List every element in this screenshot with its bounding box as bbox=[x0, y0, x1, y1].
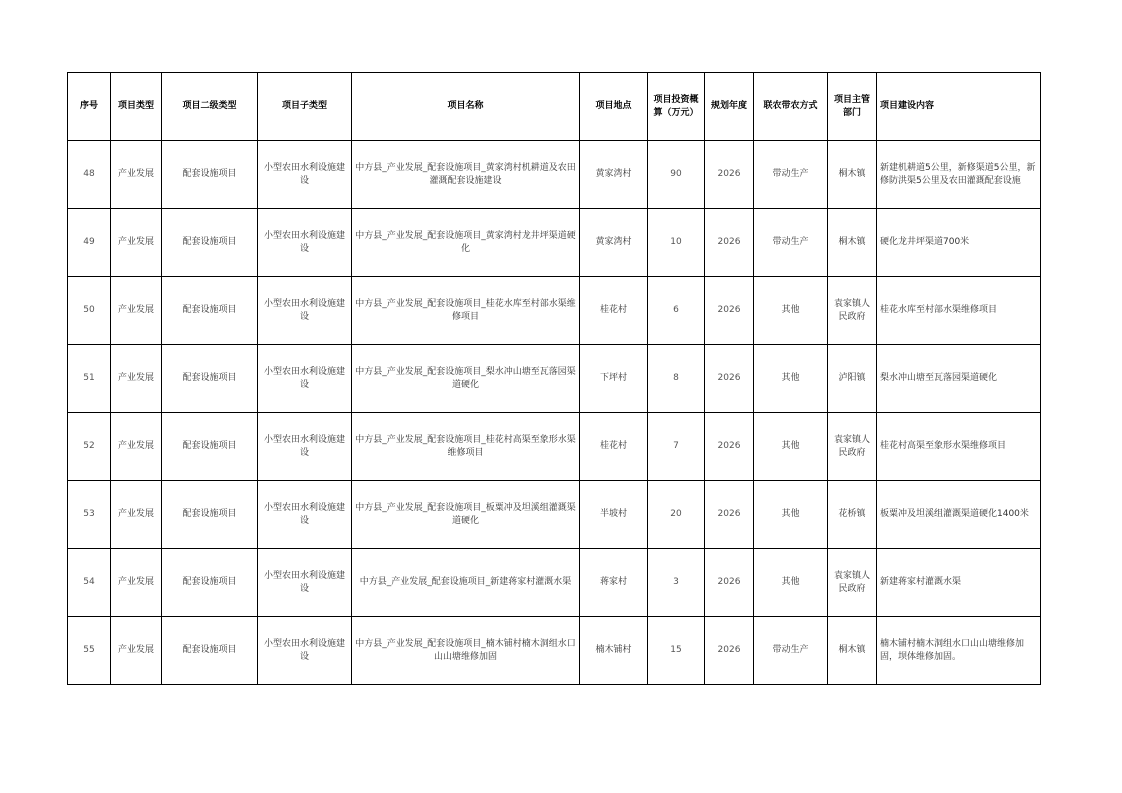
cell-mode: 其他 bbox=[754, 549, 828, 617]
cell-name: 中方县_产业发展_配套设施项目_黄家湾村龙井坪渠道硬化 bbox=[352, 209, 580, 277]
cell-type: 产业发展 bbox=[111, 277, 162, 345]
cell-budget: 3 bbox=[648, 549, 705, 617]
cell-content: 桂花村高渠至象形水渠维修项目 bbox=[877, 413, 1041, 481]
cell-mode: 带动生产 bbox=[754, 617, 828, 685]
cell-dept: 桐木镇 bbox=[828, 141, 877, 209]
table-row bbox=[68, 413, 1041, 481]
cell-seq: 53 bbox=[68, 481, 111, 549]
cell-content: 硬化龙井坪渠道700米 bbox=[877, 209, 1041, 277]
cell-content: 桂花水库至村部水渠维修项目 bbox=[877, 277, 1041, 345]
cell-location: 桂花村 bbox=[580, 277, 648, 345]
cell-subtype: 小型农田水利设施建设 bbox=[258, 617, 352, 685]
cell-type: 产业发展 bbox=[111, 617, 162, 685]
cell-level2: 配套设施项目 bbox=[162, 277, 258, 345]
cell-budget: 7 bbox=[648, 413, 705, 481]
cell-seq: 54 bbox=[68, 549, 111, 617]
cell-name: 中方县_产业发展_配套设施项目_桂花水库至村部水渠维修项目 bbox=[352, 277, 580, 345]
cell-content: 新建蒋家村灌溉水渠 bbox=[877, 549, 1041, 617]
header-name: 项目名称 bbox=[352, 73, 580, 141]
table-row bbox=[68, 277, 1041, 345]
cell-dept: 袁家镇人民政府 bbox=[828, 413, 877, 481]
cell-location: 下坪村 bbox=[580, 345, 648, 413]
cell-level2: 配套设施项目 bbox=[162, 141, 258, 209]
cell-budget: 90 bbox=[648, 141, 705, 209]
cell-name: 中方县_产业发展_配套设施项目_楠木铺村楠木洞组水口山山塘维修加固 bbox=[352, 617, 580, 685]
table-body bbox=[68, 141, 1041, 685]
cell-budget: 15 bbox=[648, 617, 705, 685]
header-row bbox=[68, 73, 1041, 141]
cell-level2: 配套设施项目 bbox=[162, 413, 258, 481]
cell-location: 黄家湾村 bbox=[580, 141, 648, 209]
cell-subtype: 小型农田水利设施建设 bbox=[258, 209, 352, 277]
table-row bbox=[68, 617, 1041, 685]
cell-mode: 其他 bbox=[754, 345, 828, 413]
cell-subtype: 小型农田水利设施建设 bbox=[258, 141, 352, 209]
cell-level2: 配套设施项目 bbox=[162, 345, 258, 413]
cell-mode: 带动生产 bbox=[754, 141, 828, 209]
cell-name: 中方县_产业发展_配套设施项目_黄家湾村机耕道及农田灌溉配套设施建设 bbox=[352, 141, 580, 209]
header-seq: 序号 bbox=[68, 73, 111, 141]
cell-seq: 51 bbox=[68, 345, 111, 413]
cell-type: 产业发展 bbox=[111, 209, 162, 277]
cell-mode: 其他 bbox=[754, 277, 828, 345]
cell-type: 产业发展 bbox=[111, 549, 162, 617]
project-table-sheet bbox=[67, 72, 1041, 685]
cell-mode: 其他 bbox=[754, 413, 828, 481]
cell-year: 2026 bbox=[705, 413, 754, 481]
cell-location: 桂花村 bbox=[580, 413, 648, 481]
cell-content: 楠木铺村楠木洞组水口山山塘维修加固，坝体维修加固。 bbox=[877, 617, 1041, 685]
table-row bbox=[68, 549, 1041, 617]
cell-location: 半坡村 bbox=[580, 481, 648, 549]
cell-budget: 20 bbox=[648, 481, 705, 549]
cell-level2: 配套设施项目 bbox=[162, 209, 258, 277]
header-mode: 联农带农方式 bbox=[754, 73, 828, 141]
cell-location: 楠木铺村 bbox=[580, 617, 648, 685]
cell-content: 新建机耕道5公里，新修渠道5公里，新修防洪渠5公里及农田灌溉配套设施 bbox=[877, 141, 1041, 209]
cell-type: 产业发展 bbox=[111, 345, 162, 413]
cell-seq: 49 bbox=[68, 209, 111, 277]
cell-subtype: 小型农田水利设施建设 bbox=[258, 481, 352, 549]
cell-mode: 带动生产 bbox=[754, 209, 828, 277]
cell-dept: 花桥镇 bbox=[828, 481, 877, 549]
header-year: 规划年度 bbox=[705, 73, 754, 141]
cell-year: 2026 bbox=[705, 345, 754, 413]
table-row bbox=[68, 209, 1041, 277]
cell-name: 中方县_产业发展_配套设施项目_新建蒋家村灌溉水渠 bbox=[352, 549, 580, 617]
cell-type: 产业发展 bbox=[111, 413, 162, 481]
cell-year: 2026 bbox=[705, 481, 754, 549]
cell-subtype: 小型农田水利设施建设 bbox=[258, 277, 352, 345]
cell-seq: 48 bbox=[68, 141, 111, 209]
cell-dept: 桐木镇 bbox=[828, 209, 877, 277]
cell-seq: 52 bbox=[68, 413, 111, 481]
cell-dept: 袁家镇人民政府 bbox=[828, 277, 877, 345]
cell-level2: 配套设施项目 bbox=[162, 481, 258, 549]
cell-year: 2026 bbox=[705, 277, 754, 345]
cell-location: 蒋家村 bbox=[580, 549, 648, 617]
cell-year: 2026 bbox=[705, 209, 754, 277]
cell-content: 梨水冲山塘至瓦落园渠道硬化 bbox=[877, 345, 1041, 413]
header-location: 项目地点 bbox=[580, 73, 648, 141]
cell-type: 产业发展 bbox=[111, 141, 162, 209]
cell-name: 中方县_产业发展_配套设施项目_梨水冲山塘至瓦落园渠道硬化 bbox=[352, 345, 580, 413]
table-row bbox=[68, 481, 1041, 549]
cell-content: 板粟冲及坦溪组灌溉渠道硬化1400米 bbox=[877, 481, 1041, 549]
cell-subtype: 小型农田水利设施建设 bbox=[258, 413, 352, 481]
cell-name: 中方县_产业发展_配套设施项目_板粟冲及坦溪组灌溉渠道硬化 bbox=[352, 481, 580, 549]
cell-seq: 55 bbox=[68, 617, 111, 685]
cell-year: 2026 bbox=[705, 141, 754, 209]
cell-mode: 其他 bbox=[754, 481, 828, 549]
cell-dept: 桐木镇 bbox=[828, 617, 877, 685]
header-type: 项目类型 bbox=[111, 73, 162, 141]
header-dept: 项目主管部门 bbox=[828, 73, 877, 141]
cell-subtype: 小型农田水利设施建设 bbox=[258, 549, 352, 617]
table-header bbox=[68, 73, 1041, 141]
cell-budget: 6 bbox=[648, 277, 705, 345]
cell-subtype: 小型农田水利设施建设 bbox=[258, 345, 352, 413]
header-level2: 项目二级类型 bbox=[162, 73, 258, 141]
cell-dept: 泸阳镇 bbox=[828, 345, 877, 413]
table-row bbox=[68, 345, 1041, 413]
cell-level2: 配套设施项目 bbox=[162, 617, 258, 685]
table-row bbox=[68, 141, 1041, 209]
header-budget: 项目投资概算（万元） bbox=[648, 73, 705, 141]
cell-seq: 50 bbox=[68, 277, 111, 345]
cell-level2: 配套设施项目 bbox=[162, 549, 258, 617]
cell-year: 2026 bbox=[705, 617, 754, 685]
cell-location: 黄家湾村 bbox=[580, 209, 648, 277]
cell-type: 产业发展 bbox=[111, 481, 162, 549]
cell-budget: 8 bbox=[648, 345, 705, 413]
cell-budget: 10 bbox=[648, 209, 705, 277]
header-content: 项目建设内容 bbox=[877, 73, 1041, 141]
project-table bbox=[67, 72, 1041, 685]
cell-dept: 袁家镇人民政府 bbox=[828, 549, 877, 617]
cell-year: 2026 bbox=[705, 549, 754, 617]
header-subtype: 项目子类型 bbox=[258, 73, 352, 141]
cell-name: 中方县_产业发展_配套设施项目_桂花村高渠至象形水渠维修项目 bbox=[352, 413, 580, 481]
